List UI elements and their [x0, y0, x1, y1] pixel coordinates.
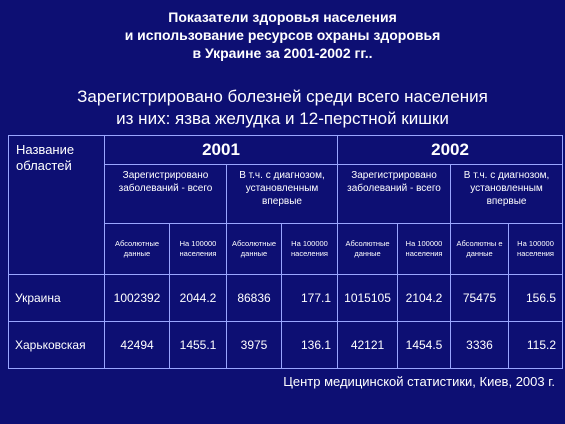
year-header-2002: 2002 [338, 136, 563, 165]
group-header: Зарегистрировано заболеваний - всего [338, 165, 451, 224]
corner-label: Название областей [9, 136, 105, 275]
subtitle-line: Зарегистрировано болезней среди всего населения [77, 87, 488, 106]
title-line: в Украине за 2001-2002 гг.. [192, 45, 373, 61]
table-cell: 3336 [451, 322, 509, 369]
source-note: Центр медицинской статистики, Киев, 2003 г. [283, 374, 555, 389]
table-row [9, 322, 563, 369]
table-cell: 42494 [105, 322, 170, 369]
row-name: Харьковская [9, 322, 105, 369]
table-row [9, 275, 563, 322]
title-line: и использование ресурсов охраны здоровья [124, 27, 441, 43]
statistics-table [8, 135, 563, 369]
table-cell: 115.2 [509, 322, 563, 369]
table-cell: 86836 [227, 275, 282, 322]
table-cell: 2044.2 [170, 275, 227, 322]
table-cell: 1455.1 [170, 322, 227, 369]
table-cell: 1002392 [105, 275, 170, 322]
title-line: Показатели здоровья населения [168, 9, 397, 25]
unit-header: На 100000 населения [170, 224, 227, 275]
table-cell: 1015105 [338, 275, 398, 322]
table-cell: 156.5 [509, 275, 563, 322]
unit-header: На 100000 населения [398, 224, 451, 275]
unit-header: Абсолютные данные [105, 224, 170, 275]
unit-header: На 100000 населения [509, 224, 563, 275]
group-header: В т.ч. с диагнозом, установленным впервые [227, 165, 338, 224]
unit-header: На 100000 населения [282, 224, 338, 275]
unit-header: Абсолютные данные [338, 224, 398, 275]
table-cell: 2104.2 [398, 275, 451, 322]
unit-header: Абсолютные данные [227, 224, 282, 275]
year-header-2001: 2001 [105, 136, 338, 165]
page-title [0, 8, 565, 62]
table-cell: 42121 [338, 322, 398, 369]
table-cell: 136.1 [282, 322, 338, 369]
table-cell: 1454.5 [398, 322, 451, 369]
group-header: Зарегистрировано заболеваний - всего [105, 165, 227, 224]
table-cell: 3975 [227, 322, 282, 369]
table-cell: 177.1 [282, 275, 338, 322]
group-header: В т.ч. с диагнозом, установленным впервые [451, 165, 563, 224]
table-cell: 75475 [451, 275, 509, 322]
subtitle-line: из них: язва желудка и 12-перстной кишки [116, 109, 449, 128]
page-subtitle [0, 86, 565, 130]
unit-header: Абсолютны е данные [451, 224, 509, 275]
row-name: Украина [9, 275, 105, 322]
